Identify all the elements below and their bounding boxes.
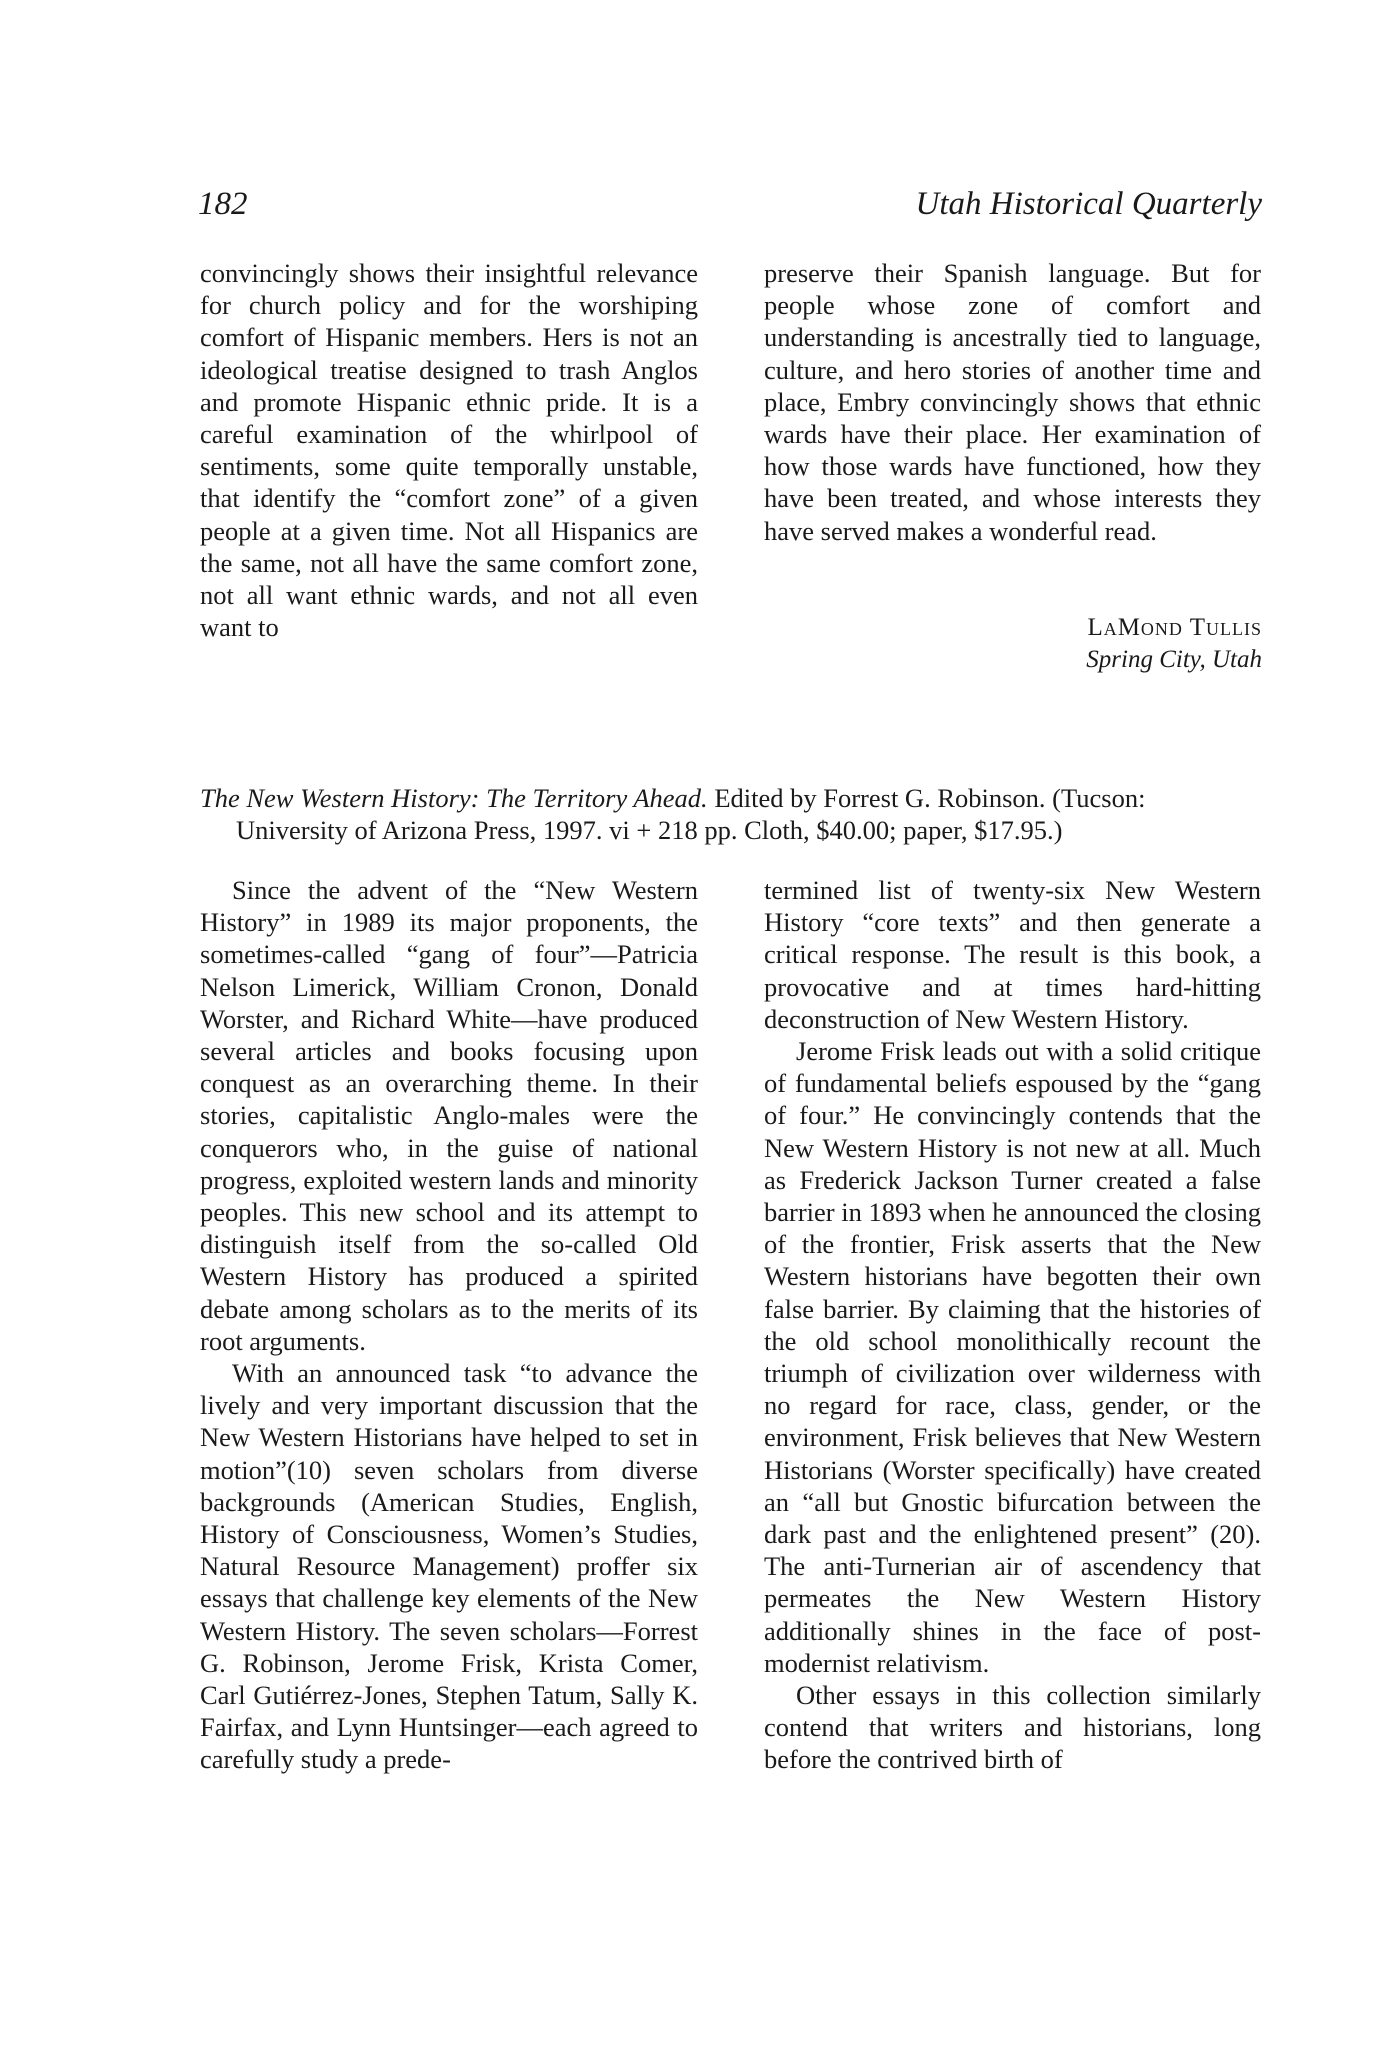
review-paragraph: Other essays in this collection similarly contend that writers and historians, long before the contrived birth of (764, 1680, 1261, 1775)
review-paragraph: Since the advent of the “New Western History” in 1989 its major proponents, the sometimes-called “gang of four”—Patricia Nelson Limerick, William Cronon, Donald Worster, and Richard White—have produced several articles and books focusing upon conquest as an overarching theme. In their stories, capitalistic Anglo-males were the conquerors who, in the guise of national progress, exploited western lands and minority peoples. This new school and its attempt to distinguish itself from the so-called Old Western History has produced a spirited debate among scholars as to the merits of its root arguments. (200, 875, 698, 1356)
review-paragraph: With an announced task “to advance the lively and very important discussion that the New Western Historians have helped to set in motion”(10) seven scholars from diverse backgrounds (American Studies, English, History of Consciousness, Women’s Studies, Natural Resource Management) proffer six essays that challenge key elements of the New Western History. The seven scholars—Forrest G. Robinson, Jerome Frisk, Krista Comer, Carl Gutiérrez-Jones, Stephen Tatum, Sally K. Fairfax, and Lynn Huntsinger—each agreed to carefully study a prede- (200, 1358, 698, 1775)
prior-review-text-right: preserve their Spanish language. But for people whose zone of comfort and understanding is ancestrally tied to language, culture, and hero stories of another time and place, Embry convincingly shows that ethnic wards have their place. Her examination of how those wards have functioned, how they have been treated, and whose interests they have served makes a wonderful read. (764, 258, 1261, 546)
book-details: Edited by Forrest G. Robinson. (Tucson: University of Arizona Press, 1997. vi + 218 pp. Cloth, $40.00; paper, $17.95.) (236, 783, 1146, 845)
review-column-left (200, 874, 698, 1776)
running-header (198, 186, 1262, 230)
review-paragraph: Jerome Frisk leads out with a solid critique of fundamental beliefs espoused by the “gang of four.” He convincingly contends that the New Western History is not new at all. Much as Frederick Jackson Turner created a false barrier in 1893 when he announced the closing of the frontier, Frisk asserts that the New Western historians have begotten their own false barrier. By claiming that the histories of the old school monolithically recount the triumph of civilization over wilderness with no regard for race, class, gender, or the environment, Frisk believes that New Western Historians (Worster specifically) have created an “all but Gnostic bifurcation between the dark past and the enlightened present” (20). The anti-Turnerian air of ascendency that permeates the New Western History additionally shines in the face of post-modernist relativism. (764, 1036, 1261, 1678)
journal-title: Utah Historical Quarterly (915, 186, 1262, 222)
book-title: The New Western History: The Territory Ahead. (200, 783, 708, 813)
review-column-right (764, 874, 1261, 1776)
prior-review-column-right (764, 257, 1261, 547)
reviewer-name: LaMond Tullis (1087, 614, 1262, 641)
reviewer-location: Spring City, Utah (1086, 646, 1262, 673)
prior-review-text-left: convincingly shows their insightful relevance for church policy and for the worshiping comfort of Hispanic members. Hers is not an ideological treatise designed to trash Anglos and promote Hispanic ethnic pride. It is a careful examination of the whirlpool of sentiments, some quite temporally unstable, that identify the “comfort zone” of a given people at a given time. Not all Hispanics are the same, not all have the same comfort zone, not all want ethnic wards, and not all even want to (200, 258, 698, 643)
page-number: 182 (198, 186, 248, 222)
book-citation (200, 782, 1262, 846)
review-paragraph: termined list of twenty-six New Western History “core texts” and then generate a critical response. The result is this book, a provocative and at times hard-hitting deconstruction of New Western History. (764, 875, 1261, 1034)
prior-review-column-left (200, 257, 698, 643)
